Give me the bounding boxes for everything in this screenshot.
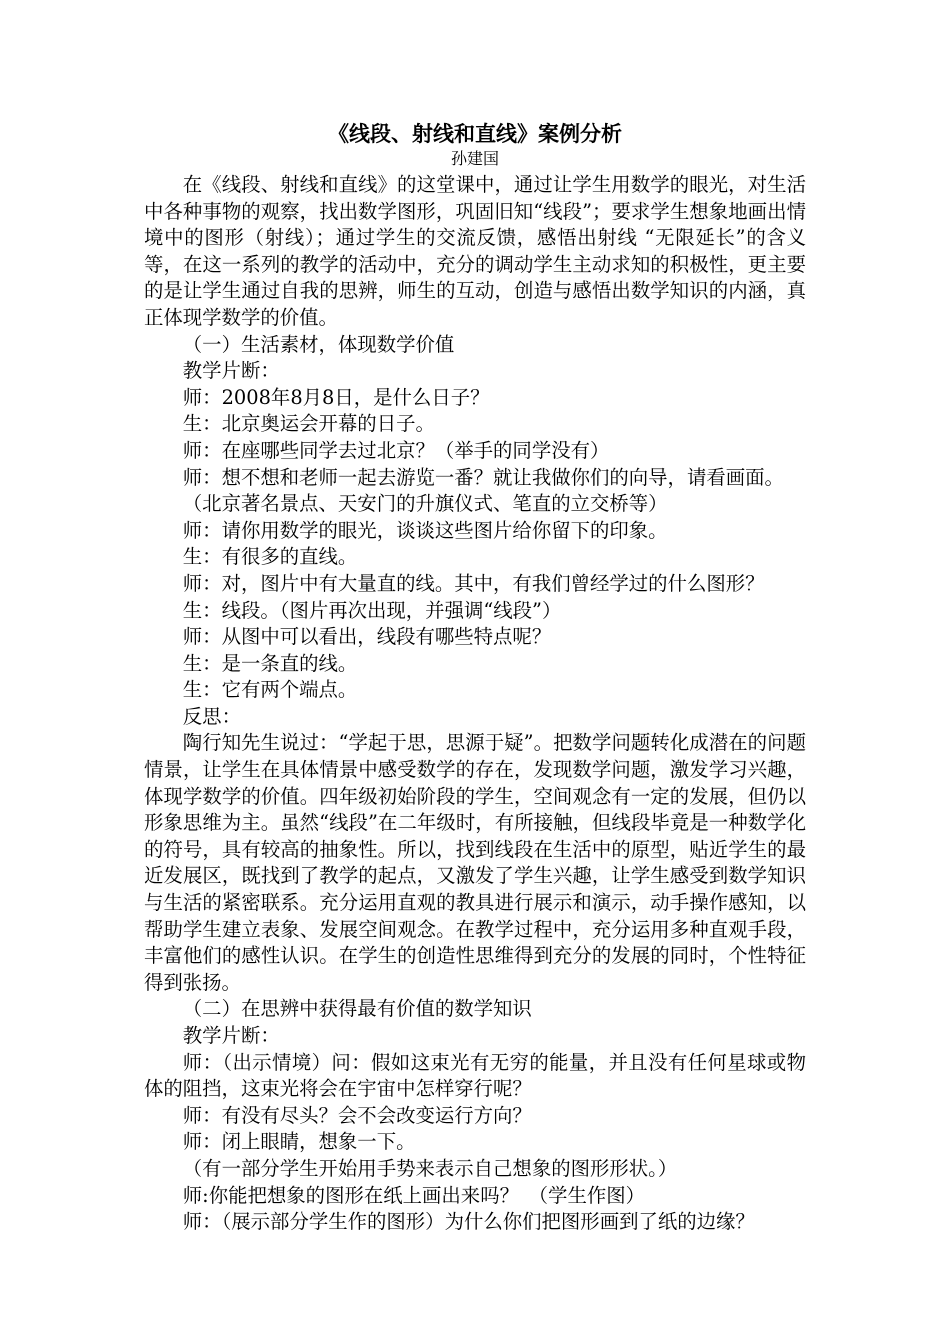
dialogue-line: 师：闭上眼睛，想象一下。 [182, 1130, 416, 1154]
paragraph-intro: 在《线段、射线和直线》的这堂课中，通过让学生用数学的眼光，对生活中各种事物的观察，找出数学图形，巩固旧知“线段”；要求学生想象地画出情境中的图形（射线）；通过学生的交流反馈，感悟出射线 “无限延长”的含义等，在这一系列的教学的活动中，充分的调动学生主动求知的积极性，更主要的是让学生通过自我的思辨，师生的互动，创造与感悟出数学知识的内涵，真正体现学数学的价值。 [144, 173, 806, 329]
reflection-label: 反思： [182, 704, 241, 728]
dialogue-line: 生：它有两个端点。 [182, 678, 358, 702]
paragraph: 教学片断： [182, 359, 280, 383]
dialogue-line: 生：有很多的直线。 [182, 545, 358, 569]
stage-note: （有一部分学生开始用手势来表示自己想象的图形形状。） [182, 1156, 678, 1180]
dialogue-line: 师：对，图片中有大量直的线。其中，有我们曾经学过的什么图形？ [182, 571, 765, 595]
section-heading-1: （一）生活素材，体现数学价值 [182, 332, 455, 356]
dialogue-line: 师:你能把想象的图形在纸上画出来吗？ （学生作图） [182, 1183, 646, 1207]
dialogue-line: 生：是一条直的线。 [182, 651, 358, 675]
dialogue-line: 师：（展示部分学生作的图形）为什么你们把图形画到了纸的边缘？ [182, 1210, 755, 1234]
dialogue-line: 师：有没有尽头？会不会改变运行方向？ [182, 1103, 532, 1127]
paragraph: 教学片断： [182, 1024, 280, 1047]
dialogue-line: 师：请你用数学的眼光，谈谈这些图片给你留下的印象。 [182, 518, 668, 542]
document-title: 《线段、射线和直线》案例分析 [328, 122, 622, 146]
reflection-paragraph: 陶行知先生说过：“学起于思，思源于疑”。把数学问题转化成潜在的问题情景，让学生在具体情景中感受数学的存在，发现数学问题，激发学习兴趣，体现学数学的价值。四年级初始阶段的学生，空间观念有一定的发展，但仍以形象思维为主。虽然“线段”在二年级时，有所接触，但线段毕竟是一种数学化的符号，具有较高的抽象性。所以，找到线段在生活中的原型，贴近学生的最近发展区，既找到了教学的起点，又激发了学生兴趣，让学生感受到数学知识与生活的紧密联系。充分运用直观的教具进行展示和演示，动手操作感知，以帮助学生建立表象、发展空间观念。在教学过程中，充分运用多种直观手段，丰富他们的感性认识。在学生的创造性思维得到充分的发展的同时，个性特征得到张扬。 [144, 731, 806, 994]
document-author: 孙建国 [450, 149, 499, 168]
dialogue-line: 师：从图中可以看出，线段有哪些特点呢？ [182, 625, 552, 649]
dialogue-line: 生：北京奥运会开幕的日子。 [182, 412, 435, 436]
dialogue-line: 生：线段。（图片再次出现，并强调“线段”） [182, 598, 562, 622]
dialogue-line: 师：（出示情境）问：假如这束光有无穷的能量，并且没有任何星球或物体的阻挡，这束光将会在宇宙中怎样穿行呢？ [144, 1050, 806, 1101]
stage-note: （北京著名景点、天安门的升旗仪式、笔直的立交桥等） [182, 492, 668, 516]
dialogue-line: 师：在座哪些同学去过北京？（举手的同学没有） [182, 438, 610, 462]
dialogue-line: 师：2008年8月8日，是什么日子？ [182, 385, 490, 409]
dialogue-line: 师：想不想和老师一起去游览一番？就让我做你们的向导，请看画面。 [182, 465, 784, 489]
section-heading-2: （二）在思辨中获得最有价值的数学知识 [182, 997, 532, 1021]
